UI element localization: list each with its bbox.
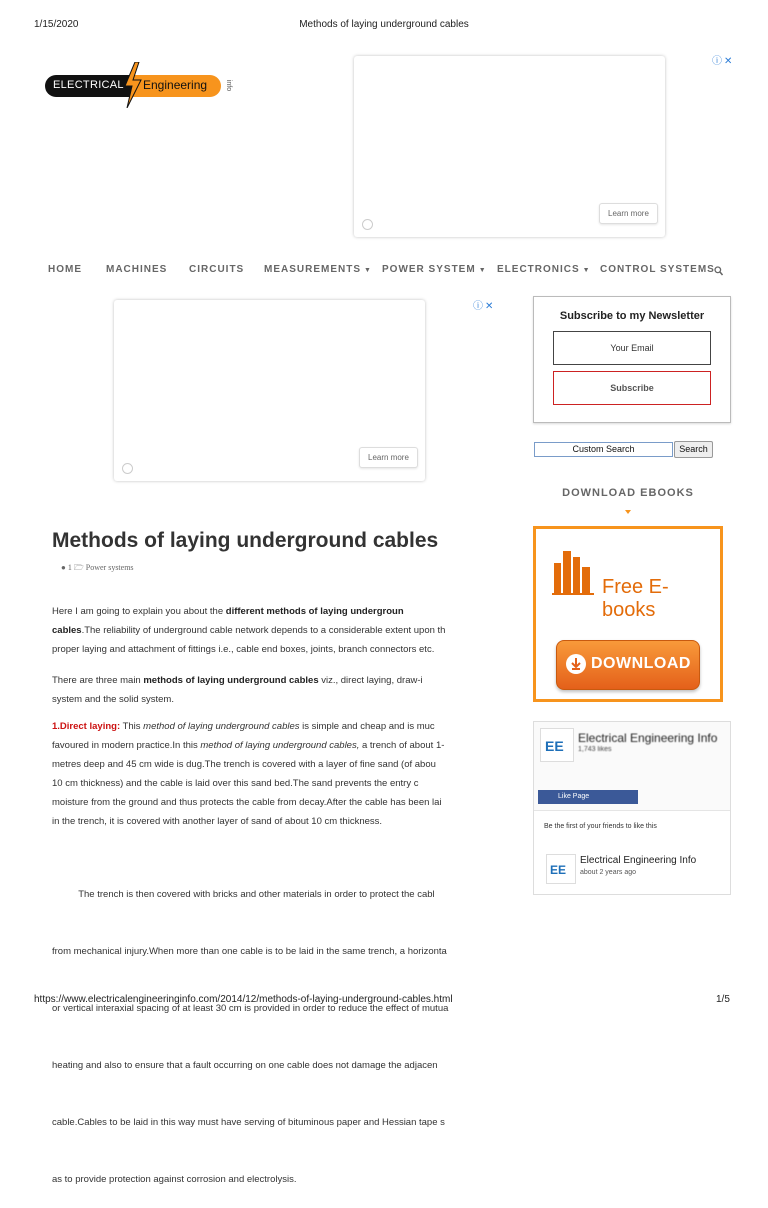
- fb-page-name[interactable]: Electrical Engineering Info: [578, 731, 718, 745]
- text: favoured in modern practice.In this: [52, 740, 201, 751]
- line: [52, 602, 495, 621]
- nav-home[interactable]: [48, 264, 82, 275]
- bold-text: methods of laying underground cables: [143, 675, 319, 686]
- newsletter-email-input[interactable]: Your Email: [553, 331, 711, 365]
- line: heating and also to ensure that a fault occurring on one cable does not damage the adjacen: [52, 1060, 438, 1071]
- folder-icon: 🗁: [73, 563, 84, 572]
- logo-text-info: info: [225, 79, 233, 92]
- line: in the trench, it is covered with another layer of sand of about 10 cm thickness.: [52, 816, 383, 827]
- line: metres deep and 45 cm wide is dug.The trench is covered with a layer of fine sand (of abou: [52, 759, 436, 770]
- caret-down-icon: ▼: [582, 267, 591, 274]
- newsletter-title: Subscribe to my Newsletter: [559, 310, 705, 322]
- print-title: Methods of laying underground cables: [299, 19, 469, 30]
- text: is simple and cheap and is muc: [299, 721, 435, 732]
- svg-text:EE: EE: [550, 863, 567, 877]
- nav-electronics[interactable]: [497, 264, 591, 275]
- download-button[interactable]: [556, 640, 700, 690]
- nav-label: HOME: [48, 264, 82, 275]
- print-date: 1/15/2020: [34, 19, 79, 30]
- ad-learn-more-button[interactable]: Learn more: [359, 447, 418, 468]
- line: as to provide protection against corrosion and electrolysis.: [52, 1174, 297, 1185]
- free-ebooks-banner[interactable]: [533, 526, 723, 702]
- logo-text-engineering: Engineering: [143, 78, 208, 92]
- caret-down-icon: ▼: [478, 267, 487, 274]
- main-nav: [48, 264, 728, 278]
- article-paragraph-3: [52, 717, 495, 831]
- fb-post-author[interactable]: Electrical Engineering Info: [580, 855, 697, 866]
- download-button-label: DOWNLOAD: [591, 655, 691, 672]
- direct-laying-label: 1.Direct laying:: [52, 721, 121, 732]
- ad-marker-icon: [362, 219, 373, 230]
- text: .The reliability of underground cable network depends to a considerable extent upon th: [81, 625, 446, 636]
- custom-search-input[interactable]: Custom Search: [534, 442, 673, 457]
- line: [52, 621, 495, 640]
- download-ebooks-heading: DOWNLOAD EBOOKS: [562, 487, 694, 499]
- newsletter-subscribe-button[interactable]: Subscribe: [553, 371, 711, 405]
- text: viz., direct laying, draw-i: [318, 675, 423, 686]
- nav-label: POWER SYSTEM: [382, 264, 476, 275]
- line: or vertical interaxial spacing of at least 30 cm is provided in order to reduce the effect of mutua: [52, 1003, 449, 1014]
- nav-circuits[interactable]: [189, 264, 244, 275]
- content-ad-box[interactable]: [114, 300, 425, 481]
- comment-count[interactable]: 1: [67, 563, 72, 572]
- nav-control-systems[interactable]: [600, 264, 715, 275]
- italic-text: method of laying underground cables,: [200, 740, 360, 751]
- line: The trench is then covered with bricks and other materials in order to protect the cabl: [52, 889, 435, 900]
- facebook-page-widget: [533, 721, 731, 895]
- fb-like-count: 1,743 likes: [578, 746, 612, 753]
- custom-search-button[interactable]: Search: [674, 441, 713, 458]
- books-icon: [552, 547, 594, 595]
- nav-label: MACHINES: [106, 264, 168, 275]
- article-paragraph-1: [52, 602, 495, 659]
- line: [52, 736, 495, 755]
- line: [52, 671, 495, 690]
- site-logo[interactable]: [45, 62, 235, 106]
- nav-label: CIRCUITS: [189, 264, 245, 275]
- fb-like-page-button[interactable]: Like Page: [538, 790, 638, 804]
- line: proper laying and attachment of fittings i.e., cable end boxes, joints, branch connectors etc.: [52, 644, 435, 655]
- line: [52, 717, 495, 736]
- article-paragraph-4: [52, 847, 495, 1208]
- fb-post-time: about 2 years ago: [580, 869, 637, 876]
- text: There are three main: [52, 675, 144, 686]
- ad-learn-more-button[interactable]: Learn more: [599, 203, 658, 224]
- fb-post-avatar[interactable]: [546, 854, 576, 884]
- ad-marker-icon: [122, 463, 133, 474]
- line: from mechanical injury.When more than one cable is to be laid in the same trench, a horizonta: [52, 946, 447, 957]
- nav-power-system[interactable]: [382, 264, 487, 275]
- print-page-number: 1/5: [716, 994, 730, 1005]
- fb-friends-text: Be the first of your friends to like this: [544, 823, 657, 830]
- nav-label: MEASUREMENTS: [264, 264, 362, 275]
- svg-text:EE: EE: [545, 738, 564, 754]
- search-icon[interactable]: [714, 266, 723, 276]
- line: system and the solid system.: [52, 694, 174, 705]
- bold-text: different methods of laying undergroun: [225, 606, 404, 617]
- nav-machines[interactable]: [106, 264, 167, 275]
- bold-text: cables: [52, 625, 82, 636]
- text: Here I am going to explain you about the: [52, 606, 226, 617]
- article-title: Methods of laying underground cables: [52, 529, 439, 552]
- category-link[interactable]: Power systems: [85, 563, 134, 572]
- text: This: [120, 721, 144, 732]
- line: moisture from the ground and thus protects the cable from decay.After the cable has been lai: [52, 797, 442, 808]
- text: a trench of about 1-: [359, 740, 445, 751]
- newsletter-widget: [533, 296, 731, 423]
- line: 10 cm thickness) and the cable is laid over this sand bed.The sand prevents the entry c: [52, 778, 419, 789]
- comment-icon: ●: [61, 563, 66, 572]
- download-icon: [566, 654, 586, 674]
- ad-close-icon[interactable]: ⓘ✕: [712, 56, 735, 67]
- nav-label: ELECTRONICS: [497, 264, 580, 275]
- nav-measurements[interactable]: [264, 264, 372, 275]
- logo-text-electrical: ELECTRICAL: [53, 79, 124, 91]
- ad-close-icon[interactable]: ⓘ✕: [473, 301, 496, 312]
- print-url: https://www.electricalengineeringinfo.com/2014/12/methods-of-laying-underground-cables.html: [34, 994, 453, 1005]
- article-meta: [61, 562, 134, 576]
- nav-label: CONTROL SYSTEMS: [600, 264, 715, 275]
- lightning-bolt-icon: [121, 62, 143, 108]
- italic-text: method of laying underground cables: [143, 721, 300, 732]
- caret-down-icon: ▼: [364, 267, 372, 274]
- article-paragraph-2: [52, 671, 495, 709]
- fb-cover: [534, 722, 730, 811]
- line: cable.Cables to be laid in this way must have serving of bituminous paper and Hessian tape s: [52, 1117, 445, 1128]
- fb-page-avatar[interactable]: [540, 728, 574, 762]
- caret-down-icon: [625, 510, 631, 514]
- top-ad-box[interactable]: [354, 56, 665, 237]
- ebook-title: Free E-books: [602, 576, 669, 621]
